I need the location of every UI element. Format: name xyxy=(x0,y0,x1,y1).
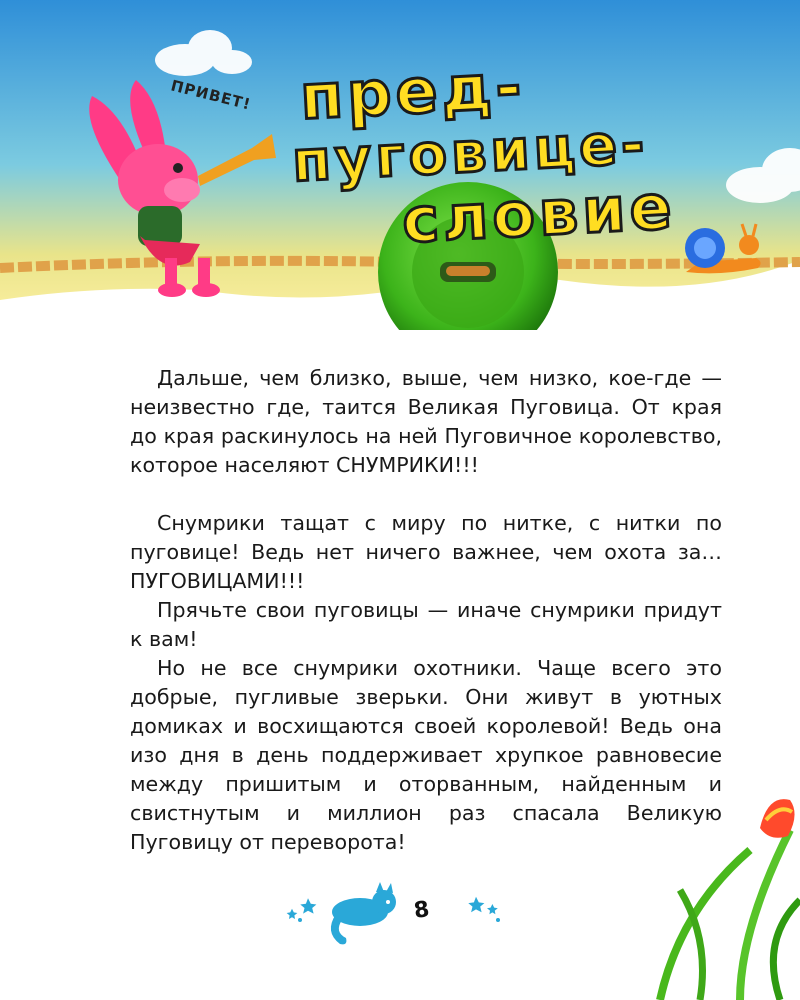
title-line-2: пуговице- xyxy=(290,111,650,195)
title-line-1: пред- xyxy=(298,49,527,134)
paragraph-3: Прячьте свои пуговицы — иначе снумрики придут к вам! xyxy=(130,598,722,651)
paragraph-1: Дальше, чем близко, выше, чем низко, кое-где — неизвестно где, таится Великая Пуговица. От края до края раскинулось на ней Пуговичное королевство, которое населяют СНУМРИКИ!!! xyxy=(130,366,722,477)
title-line-3: словие xyxy=(400,169,678,258)
paragraph-2: Снумрики тащат с миру по нитке, с нитки по пуговице! Ведь нет ничего важнее, чем охота за… ПУГОВИЦАМИ!!! xyxy=(130,511,722,593)
page-title xyxy=(290,49,752,258)
page-footer xyxy=(280,880,520,950)
header-illustration xyxy=(0,0,800,330)
cat-icon xyxy=(331,882,396,944)
footer-decoration xyxy=(280,880,520,950)
greeting-text: ПРИВЕТ! xyxy=(169,76,253,114)
main-text xyxy=(130,364,722,857)
flower-illustration xyxy=(640,790,800,1000)
paragraph-4: Но не все снумрики охотники. Чаще всего это добрые, пугливые зверьки. Они живут в уютных домиках и восхищаются своей королевой! Ведь она изо дня в день поддерживает хрупкое равновесие между пришитым и оторванным, найденным и свистнутым и миллион раз спасала Великую Пуговицу от переворота! xyxy=(130,656,722,854)
paragraph-gap xyxy=(130,480,722,509)
page-number: 8 xyxy=(412,897,431,924)
